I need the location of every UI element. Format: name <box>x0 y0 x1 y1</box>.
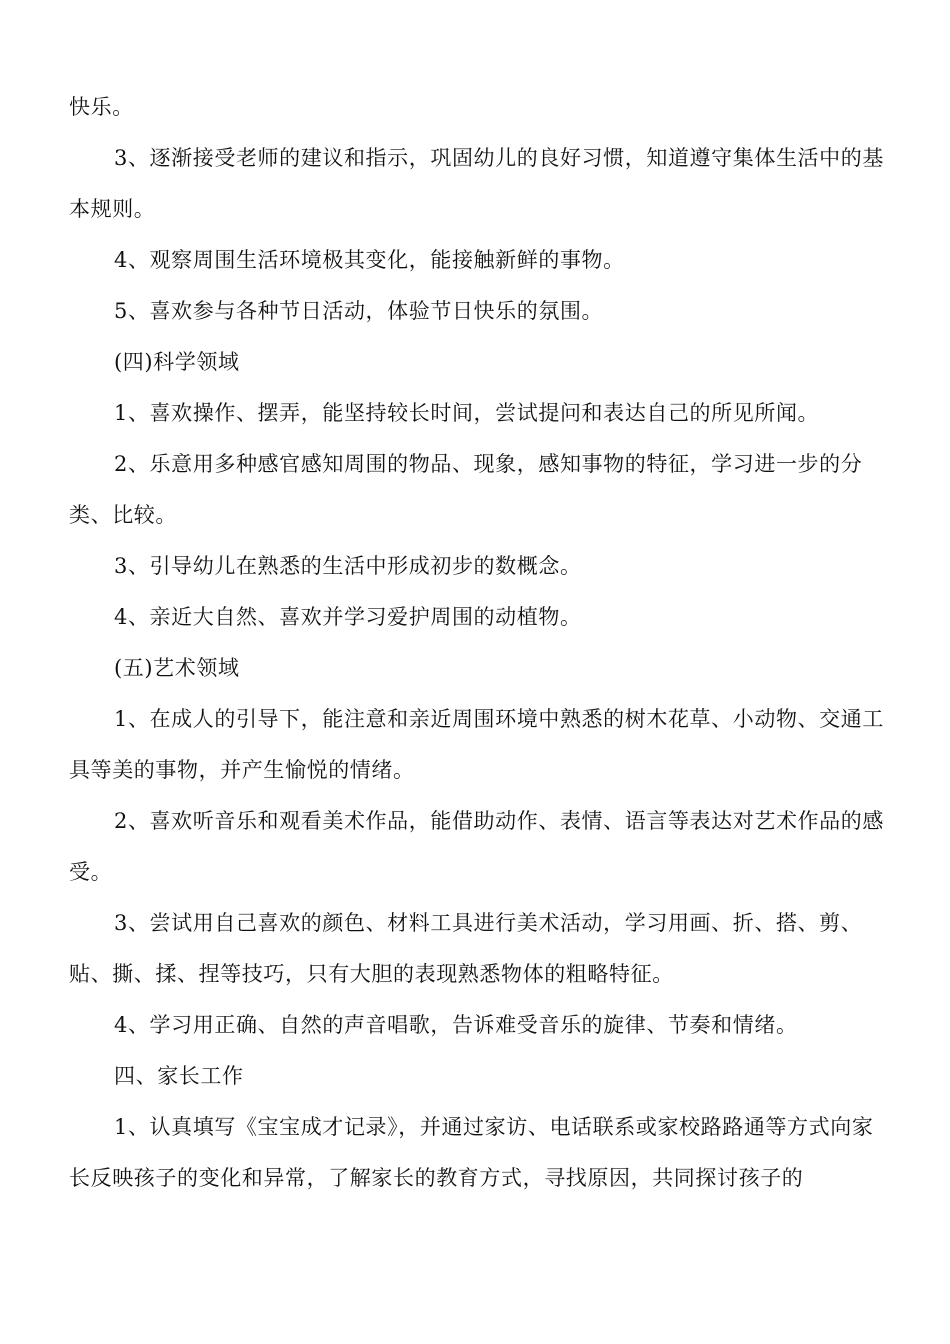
paragraph: 3、引导幼儿在熟悉的生活中形成初步的数概念。 <box>114 554 582 578</box>
paragraph: 2、喜欢听音乐和观看美术作品，能借助动作、表情、语言等表达对艺术作品的感受。 <box>69 809 884 884</box>
paragraph: 4、亲近大自然、喜欢并学习爱护周围的动植物。 <box>114 605 582 629</box>
paragraph: 1、在成人的引导下，能注意和亲近周围环境中熟悉的树木花草、小动物、交通工具等美的事物，并产生愉悦的情绪。 <box>69 707 884 782</box>
paragraph: 1、认真填写《宝宝成才记录》，并通过家访、电话联系或家校路路通等方式向家长反映孩子的变化和异常，了解家长的教育方式，寻找原因，共同探讨孩子的 <box>69 1115 874 1190</box>
section-heading: (五)艺术领域 <box>114 656 240 680</box>
paragraph: 2、乐意用多种感官感知周围的物品、现象，感知事物的特征，学习进一步的分类、比较。 <box>69 452 863 527</box>
document-body <box>69 82 889 1204</box>
paragraph: 5、喜欢参与各种节日活动，体验节日快乐的氛围。 <box>114 299 604 323</box>
paragraph: 3、逐渐接受老师的建议和指示，巩固幼儿的良好习惯，知道遵守集体生活中的基本规则。 <box>69 146 884 221</box>
paragraph: 快乐。 <box>69 95 134 119</box>
paragraph: 4、观察周围生活环境极其变化，能接触新鲜的事物。 <box>114 248 625 272</box>
section-heading: 四、家长工作 <box>114 1064 244 1088</box>
section-heading: (四)科学领域 <box>114 350 240 374</box>
paragraph: 4、学习用正确、自然的声音唱歌，告诉难受音乐的旋律、节奏和情绪。 <box>114 1013 798 1037</box>
paragraph: 1、喜欢操作、摆弄，能坚持较长时间，尝试提问和表达自己的所见所闻。 <box>114 401 820 425</box>
paragraph: 3、尝试用自己喜欢的颜色、材料工具进行美术活动，学习用画、折、搭、剪、贴、撕、揉、捏等技巧，只有大胆的表现熟悉物体的粗略特征。 <box>69 911 863 986</box>
